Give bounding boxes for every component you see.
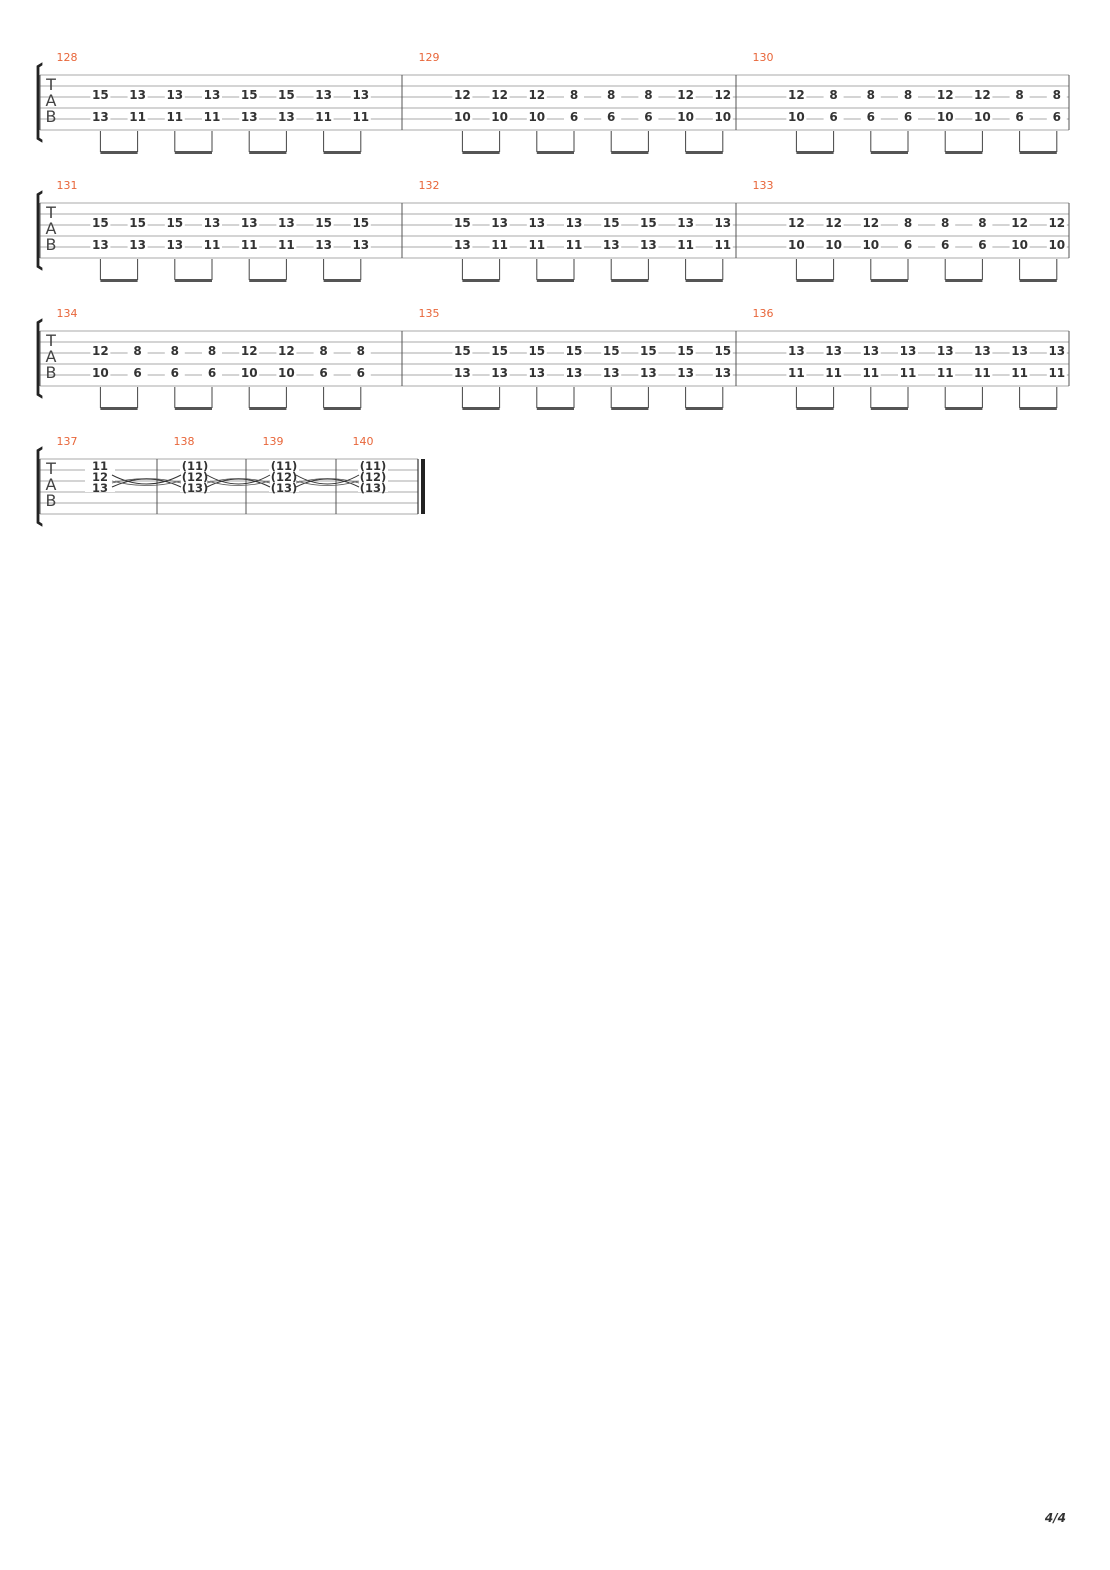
fret-number: 11: [714, 238, 732, 252]
fret-number: 12: [278, 344, 295, 358]
fret-number: 13: [203, 88, 221, 102]
fret-number: 8: [1052, 88, 1061, 102]
fret-number: 6: [319, 366, 328, 380]
fret-number: 10: [788, 110, 805, 124]
tie-arc: [112, 481, 181, 486]
beam: [324, 151, 361, 154]
beam: [462, 279, 499, 282]
fret-number: 13: [278, 216, 295, 230]
fret-number: 15: [240, 88, 258, 102]
fret-number: 10: [788, 238, 805, 252]
beam: [686, 279, 723, 282]
fret-number: 11: [677, 238, 694, 252]
fret-number: 6: [903, 110, 913, 124]
fret-number: 13: [677, 216, 694, 230]
tab-clef-t: T: [46, 75, 56, 94]
fret-number: 15: [166, 216, 184, 230]
fret-number: 6: [607, 110, 616, 124]
beam: [871, 279, 908, 282]
measure-number: 131: [56, 179, 78, 192]
fret-number: 8: [829, 88, 838, 102]
fret-number: 11: [166, 110, 184, 124]
fret-number: 6: [866, 110, 875, 124]
fret-number: 13: [602, 238, 620, 252]
fret-number: 10: [936, 110, 954, 124]
measure-number: 137: [56, 435, 78, 448]
fret-number: 13: [974, 344, 991, 358]
tab-system: [37, 307, 1069, 410]
fret-number: 8: [644, 88, 653, 102]
fret-number: 10: [278, 366, 295, 380]
beam: [537, 407, 574, 410]
measure-number: 136: [752, 307, 774, 320]
fret-number: 6: [569, 110, 579, 124]
fret-number: 10: [454, 110, 471, 124]
measure-number: 129: [418, 51, 440, 64]
beam: [537, 151, 574, 154]
fret-number: 10: [974, 110, 991, 124]
fret-number: 15: [565, 344, 583, 358]
fret-number: (13): [270, 481, 298, 495]
fret-number: 8: [903, 88, 913, 102]
fret-number: 11: [565, 238, 583, 252]
fret-number: 12: [788, 88, 805, 102]
fret-number: 13: [1011, 344, 1028, 358]
fret-number: 10: [677, 110, 694, 124]
tab-clef-t: T: [46, 331, 56, 350]
fret-number: 11: [899, 366, 917, 380]
fret-number: 11: [788, 366, 805, 380]
fret-number: 8: [319, 344, 328, 358]
fret-number: 13: [315, 88, 332, 102]
tab-clef-b: B: [45, 491, 57, 510]
tab-clef-a: A: [45, 91, 57, 110]
tab-clef-t: T: [46, 203, 56, 222]
fret-number: 12: [862, 216, 880, 230]
fret-number: 11: [1048, 366, 1066, 380]
fret-number: 15: [677, 344, 694, 358]
fret-number: 13: [91, 481, 109, 495]
fret-number: 10: [825, 238, 842, 252]
fret-number: 12: [240, 344, 258, 358]
tie-arc: [296, 481, 359, 486]
fret-number: 10: [240, 366, 258, 380]
fret-number: 13: [129, 88, 146, 102]
beam: [686, 151, 723, 154]
measure-number: 128: [56, 51, 78, 64]
fret-number: 15: [602, 216, 620, 230]
fret-number: 13: [528, 216, 546, 230]
fret-number: 15: [315, 216, 332, 230]
fret-number: 13: [92, 238, 109, 252]
beam: [175, 279, 212, 282]
beam: [1020, 407, 1057, 410]
fret-number: 11: [974, 366, 991, 380]
beam: [249, 279, 286, 282]
fret-number: 13: [352, 88, 370, 102]
beam: [611, 279, 648, 282]
fret-number: 13: [491, 216, 508, 230]
fret-number: 13: [602, 366, 620, 380]
tab-clef-b: B: [45, 363, 57, 382]
tab-clef-a: A: [45, 475, 57, 494]
fret-number: 6: [170, 366, 179, 380]
fret-number: 13: [825, 344, 842, 358]
fret-number: 12: [825, 216, 842, 230]
fret-number: 13: [278, 110, 295, 124]
beam: [175, 407, 212, 410]
fret-number: (11): [270, 459, 298, 473]
tab-system-final: [37, 435, 425, 526]
fret-number: 10: [1011, 238, 1028, 252]
fret-number: 15: [714, 344, 732, 358]
fret-number: 12: [788, 216, 805, 230]
fret-number: 15: [278, 88, 295, 102]
fret-number: (11): [359, 459, 387, 473]
fret-number: 11: [129, 110, 146, 124]
fret-number: 13: [565, 366, 583, 380]
beam: [537, 279, 574, 282]
beam: [100, 151, 137, 154]
fret-number: 10: [528, 110, 546, 124]
tab-clef-b: B: [45, 107, 57, 126]
fret-number: 13: [640, 366, 657, 380]
fret-number: 12: [491, 88, 508, 102]
fret-number: 13: [936, 344, 954, 358]
fret-number: 8: [978, 216, 987, 230]
fret-number: 11: [315, 110, 332, 124]
fret-number: 8: [866, 88, 875, 102]
fret-number: 13: [240, 216, 258, 230]
fret-number: 13: [640, 238, 657, 252]
measure-number: 130: [752, 51, 774, 64]
beam: [175, 151, 212, 154]
beam: [249, 407, 286, 410]
beam: [945, 279, 982, 282]
fret-number: 12: [92, 344, 109, 358]
page-number: 4/4: [1044, 1511, 1066, 1525]
fret-number: 11: [203, 238, 221, 252]
beam: [871, 407, 908, 410]
measure-number: 134: [56, 307, 78, 320]
beam: [324, 407, 361, 410]
measure-number: 138: [173, 435, 195, 448]
fret-number: (12): [270, 470, 298, 484]
fret-number: 13: [788, 344, 805, 358]
tab-system: [37, 51, 1069, 154]
fret-number: 8: [1015, 88, 1024, 102]
fret-number: 13: [677, 366, 694, 380]
fret-number: 13: [129, 238, 146, 252]
fret-number: 12: [454, 88, 471, 102]
fret-number: 13: [899, 344, 917, 358]
fret-number: 12: [1011, 216, 1028, 230]
fret-number: 15: [491, 344, 508, 358]
fret-number: 11: [936, 366, 954, 380]
fret-number: 6: [133, 366, 142, 380]
fret-number: 8: [607, 88, 616, 102]
tab-clef-a: A: [45, 347, 57, 366]
fret-number: 15: [640, 216, 657, 230]
fret-number: 12: [91, 470, 109, 484]
beam: [249, 151, 286, 154]
beam: [871, 151, 908, 154]
fret-number: 13: [315, 238, 332, 252]
fret-number: 8: [133, 344, 142, 358]
fret-number: 15: [92, 216, 109, 230]
fret-number: 13: [1048, 344, 1066, 358]
fret-number: 13: [352, 238, 370, 252]
fret-number: 13: [714, 216, 732, 230]
fret-number: (13): [181, 481, 209, 495]
fret-number: 15: [640, 344, 657, 358]
beam: [945, 151, 982, 154]
fret-number: 11: [352, 110, 370, 124]
fret-number: 13: [166, 88, 184, 102]
beam: [611, 151, 648, 154]
measure-number: 133: [752, 179, 774, 192]
fret-number: 8: [356, 344, 365, 358]
fret-number: 10: [491, 110, 508, 124]
fret-number: 10: [714, 110, 732, 124]
fret-number: 11: [528, 238, 546, 252]
fret-number: 11: [862, 366, 880, 380]
fret-number: 8: [170, 344, 179, 358]
tab-clef-a: A: [45, 219, 57, 238]
beam: [324, 279, 361, 282]
beam: [796, 151, 833, 154]
beam: [462, 151, 499, 154]
fret-number: 13: [166, 238, 184, 252]
fret-number: 6: [356, 366, 365, 380]
fret-number: 6: [207, 366, 217, 380]
beam: [1020, 279, 1057, 282]
fret-number: 15: [352, 216, 370, 230]
fret-number: 8: [207, 344, 217, 358]
tab-clef-t: T: [46, 459, 56, 478]
beam: [100, 407, 137, 410]
measure-number: 132: [418, 179, 440, 192]
fret-number: 11: [240, 238, 258, 252]
fret-number: 12: [936, 88, 954, 102]
fret-number: 11: [91, 459, 109, 473]
fret-number: 6: [1052, 110, 1061, 124]
beam: [611, 407, 648, 410]
fret-number: 6: [978, 238, 987, 252]
beam: [100, 279, 137, 282]
fret-number: 13: [92, 110, 109, 124]
fret-number: 11: [203, 110, 221, 124]
fret-number: 15: [454, 344, 471, 358]
measure-number: 140: [352, 435, 374, 448]
fret-number: 6: [644, 110, 653, 124]
fret-number: 8: [569, 88, 579, 102]
fret-number: 13: [862, 344, 880, 358]
fret-number: (11): [181, 459, 209, 473]
fret-number: 13: [491, 366, 508, 380]
fret-number: 13: [454, 366, 471, 380]
fret-number: 13: [240, 110, 258, 124]
fret-number: (13): [359, 481, 387, 495]
fret-number: 12: [1048, 216, 1066, 230]
tie-arc: [207, 481, 270, 486]
fret-number: 13: [203, 216, 221, 230]
fret-number: 12: [974, 88, 991, 102]
fret-number: 11: [278, 238, 295, 252]
fret-number: 10: [1048, 238, 1066, 252]
fret-number: 8: [941, 216, 950, 230]
fret-number: 11: [1011, 366, 1028, 380]
fret-number: 6: [1015, 110, 1024, 124]
fret-number: 13: [528, 366, 546, 380]
fret-number: 10: [92, 366, 109, 380]
fret-number: 12: [677, 88, 694, 102]
beam: [1020, 151, 1057, 154]
fret-number: 15: [528, 344, 546, 358]
fret-number: 12: [528, 88, 546, 102]
beam: [462, 407, 499, 410]
fret-number: 13: [454, 238, 471, 252]
fret-number: 15: [602, 344, 620, 358]
fret-number: 15: [129, 216, 146, 230]
fret-number: 12: [714, 88, 732, 102]
fret-number: 6: [941, 238, 950, 252]
fret-number: (12): [181, 470, 209, 484]
tab-clef-b: B: [45, 235, 57, 254]
beam: [796, 407, 833, 410]
fret-number: 13: [565, 216, 583, 230]
fret-number: 15: [454, 216, 471, 230]
beam: [686, 407, 723, 410]
beam: [945, 407, 982, 410]
fret-number: 8: [903, 216, 913, 230]
fret-number: 6: [903, 238, 913, 252]
measure-number: 139: [262, 435, 284, 448]
fret-number: 13: [714, 366, 732, 380]
fret-number: (12): [359, 470, 387, 484]
tab-system: [37, 179, 1069, 282]
fret-number: 11: [491, 238, 508, 252]
fret-number: 11: [825, 366, 842, 380]
fret-number: 10: [862, 238, 880, 252]
fret-number: 6: [829, 110, 838, 124]
beam: [796, 279, 833, 282]
final-bar-thick: [421, 459, 425, 514]
fret-number: 15: [92, 88, 109, 102]
measure-number: 135: [418, 307, 440, 320]
